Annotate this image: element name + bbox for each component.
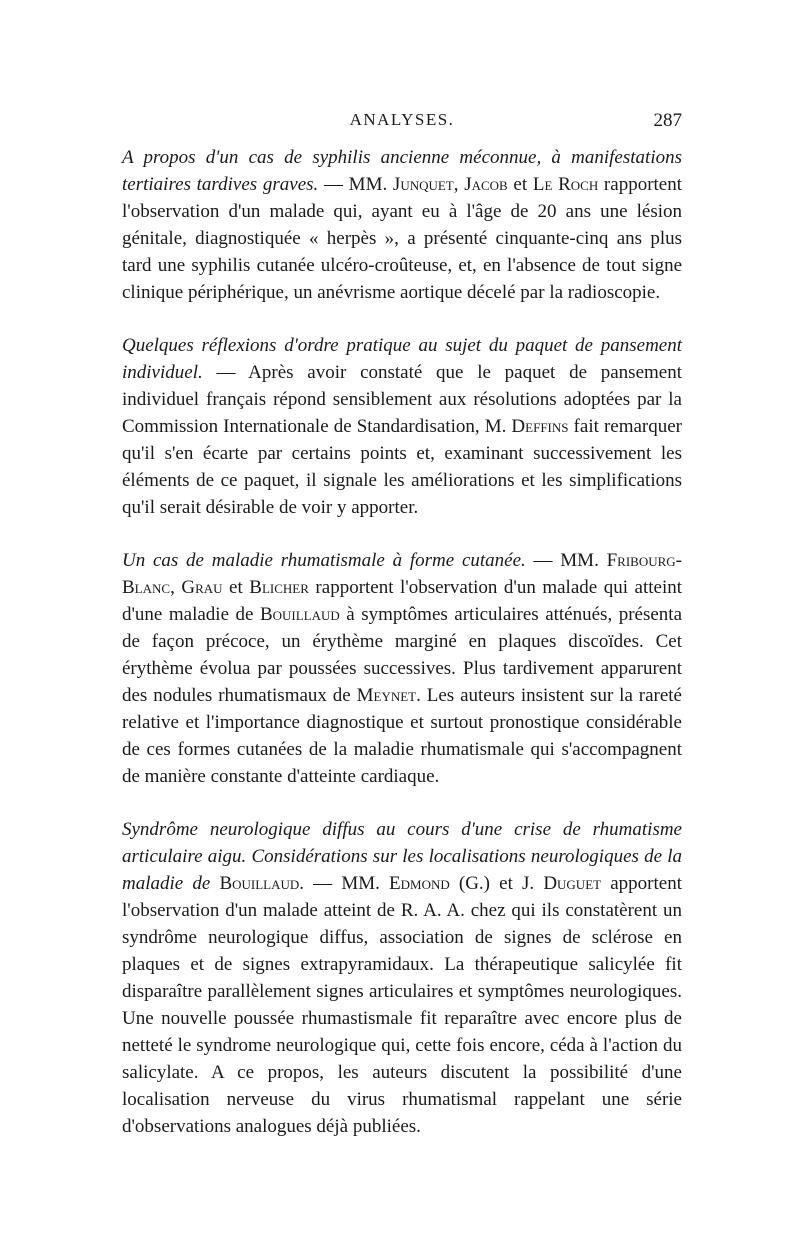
running-title: ANALYSES. [349, 110, 455, 129]
author-name: Duguet [543, 873, 602, 894]
abstract-text: . Les auteurs insistent sur la rareté relative et l'importance diagnostique et surtout pronostique considérable de ces formes cutanées de la maladie rhumatismale qui s'accompagnent de manière constante d'atteinte cardiaque. [122, 685, 682, 787]
separator: . — MM. [299, 873, 390, 894]
author-name: Le Roch [532, 174, 599, 195]
abstract-text: fait remarquer qu'il s'en écarte par certains points et, examinant successivement les éléments de ce paquet, il signale les améliorations et les simplifications qu'il serait désirable de voir y apporter. [122, 416, 682, 518]
page-header [122, 106, 682, 136]
page-number: 287 [653, 110, 682, 131]
page-body [122, 144, 682, 1140]
connector: , [453, 174, 465, 195]
abstract-title: Quelques réflexions d'ordre pratique au sujet du paquet de pansement individuel. [122, 335, 682, 383]
abstract-text: rapportent l'observation d'un malade qui, ayant eu à l'âge de 20 ans une lésion génitale, diagnostiquée « herpès », a présenté cinquante-cinq ans plus tard une syphilis cutanée ulcéro-croûteuse, et, en l'absence de tout signe clinique périphérique, un anévrisme aortique décelé par la radioscopie. [122, 174, 683, 303]
connector: et [222, 577, 250, 598]
eponym: Bouillaud [259, 604, 340, 625]
abstract-title: Un cas de maladie rhumatismale à forme cutanée. [122, 550, 526, 571]
abstract-text: rapportent l'observation d'un malade qui atteint d'une maladie de [122, 577, 683, 625]
abstract-text: apportent l'observation d'un malade atteint de R. A. A. chez qui ils constatèrent un syndrôme neurologique diffus, association de signes de sclérose en plaques et de signes extrapyramidaux. La thérapeutique salicylée fit disparaître parallèlement signes articulaires et symptômes neurologiques. Une nouvelle poussée rhumastismale fit reparaître avec encore plus de netteté le syndrome neurologique qui, cette fois encore, céda à l'action du salicylate. A ce propos, les auteurs discutent la possibilité d'une localisation nerveuse du virus rhumatismal rappelant une série d'observations analogues déjà publiées. [122, 873, 682, 1137]
abstract-paragraph [122, 816, 682, 1140]
author-name: Fribourg-Blanc [122, 550, 682, 598]
abstract-text: — Après avoir constaté que le paquet de pansement individuel français répond sensiblement aux résolutions adoptées par la Commission Internationale de Standardisation, M. [122, 362, 682, 437]
author-name: Blicher [249, 577, 309, 598]
connector: , [170, 577, 182, 598]
author-name: Edmond [389, 873, 450, 894]
separator: — MM. [318, 174, 393, 195]
abstract-title: A propos d'un cas de syphilis ancienne méconnue, à manifestations tertiaires tardives graves. [122, 147, 682, 195]
eponym: Meynet [356, 685, 417, 706]
abstract-paragraph [122, 144, 682, 306]
eponym: Bouillaud [219, 873, 300, 894]
abstract-title: Syndrôme neurologique diffus au cours d'une crise de rhumatisme articulaire aigu. Considérations sur les localisations neurologiques de la maladie de [122, 819, 682, 894]
separator: — MM. [525, 550, 607, 571]
abstract-paragraph [122, 332, 682, 521]
abstract-text: à symptômes articulaires atténués, présenta de façon précoce, un érythème marginé en plaques discoïdes. Cet érythème évolua par poussées successives. Plus tardivement apparurent des nodules rhumatismaux de [122, 604, 682, 706]
author-name: Jacob [464, 174, 508, 195]
connector: (G.) et J. [449, 873, 544, 894]
author-name: Grau [181, 577, 223, 598]
author-name: Deffins [511, 416, 569, 437]
connector: et [507, 174, 533, 195]
abstract-paragraph [122, 547, 682, 790]
author-name: Junquet [392, 174, 454, 195]
